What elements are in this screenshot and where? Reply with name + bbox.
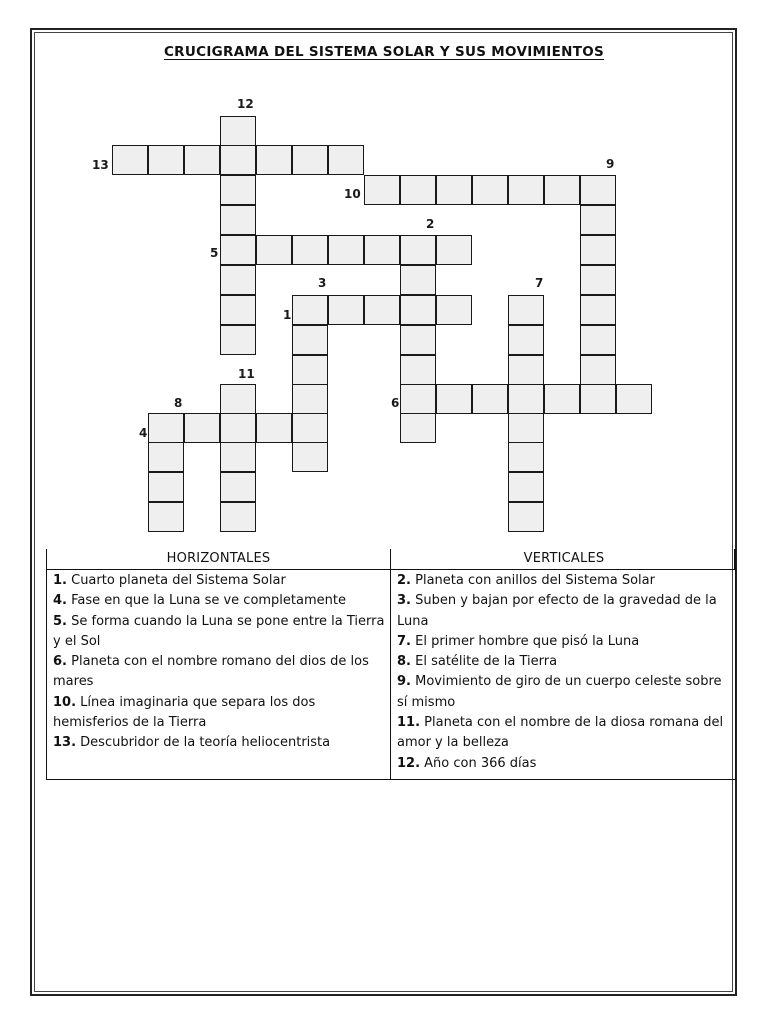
crossword-cell[interactable] xyxy=(184,413,220,443)
clue-number-label: 10 xyxy=(344,187,361,201)
crossword-cell[interactable] xyxy=(508,442,544,472)
crossword-cell[interactable] xyxy=(148,442,184,472)
clue-item-number: 3. xyxy=(397,593,411,609)
crossword-cell[interactable] xyxy=(220,235,256,265)
clue-item xyxy=(53,693,385,734)
clue-number-label: 13 xyxy=(92,158,109,172)
crossword-cell[interactable] xyxy=(292,235,328,265)
crossword-cell[interactable] xyxy=(292,145,328,175)
page-title: CRUCIGRAMA DEL SISTEMA SOLAR Y SUS MOVIMIENTOS xyxy=(163,44,605,60)
crossword-cell[interactable] xyxy=(508,472,544,502)
crossword-cell[interactable] xyxy=(220,413,256,443)
clue-item xyxy=(397,652,733,672)
clue-item-number: 7. xyxy=(397,633,411,649)
crossword-cell[interactable] xyxy=(580,384,616,414)
vertical-header: VERTICALES xyxy=(523,551,605,566)
crossword-cell[interactable] xyxy=(112,145,148,175)
crossword-cell[interactable] xyxy=(544,384,580,414)
clue-item xyxy=(53,652,385,693)
clue-item-text: Cuarto planeta del Sistema Solar xyxy=(66,573,286,588)
clue-item-number: 1. xyxy=(53,573,67,588)
clue-number-label: 12 xyxy=(237,97,254,111)
clue-item-text: Año con 366 días xyxy=(420,755,537,771)
clue-number-label: 9 xyxy=(606,157,615,171)
clue-item-number: 9. xyxy=(397,674,411,690)
crossword-cell[interactable] xyxy=(400,175,436,205)
crossword-cell[interactable] xyxy=(148,145,184,175)
crossword-cell[interactable] xyxy=(580,235,616,265)
crossword-cell[interactable] xyxy=(580,175,616,205)
crossword-cell[interactable] xyxy=(220,325,256,355)
crossword-cell[interactable] xyxy=(220,265,256,295)
crossword-cell[interactable] xyxy=(400,265,436,295)
crossword-cell[interactable] xyxy=(580,325,616,355)
clue-number-label: 1 xyxy=(283,308,292,322)
clue-item-text: Fase en que la Luna se ve completamente xyxy=(66,593,346,609)
crossword-cell[interactable] xyxy=(292,413,328,443)
crossword-cell[interactable] xyxy=(292,384,328,414)
crossword-cell[interactable] xyxy=(436,384,472,414)
crossword-cell[interactable] xyxy=(400,295,436,325)
clue-item-text: El satélite de la Tierra xyxy=(410,654,558,670)
crossword-cell[interactable] xyxy=(580,295,616,325)
header-separator xyxy=(47,569,735,570)
table-edge xyxy=(734,549,736,569)
crossword-cell[interactable] xyxy=(580,205,616,235)
clue-number-label: 4 xyxy=(139,426,148,440)
crossword-cell[interactable] xyxy=(508,502,544,532)
clue-item-text: Planeta con anillos del Sistema Solar xyxy=(410,573,655,588)
clue-item-text: Suben y bajan por efecto de la gravedad de la Luna xyxy=(397,593,717,629)
clue-item-number: 11. xyxy=(397,715,421,731)
crossword-cell[interactable] xyxy=(436,175,472,205)
clue-number-label: 6 xyxy=(391,396,400,410)
clue-item xyxy=(397,713,733,754)
crossword-cell[interactable] xyxy=(436,235,472,265)
vertical-clue-list xyxy=(397,571,733,774)
clue-number-label: 2 xyxy=(426,217,435,231)
crossword-cell[interactable] xyxy=(364,175,400,205)
crossword-cell[interactable] xyxy=(220,472,256,502)
clue-item-number: 8. xyxy=(397,654,411,670)
crossword-cell[interactable] xyxy=(508,413,544,443)
crossword-cell[interactable] xyxy=(364,235,400,265)
crossword-cell[interactable] xyxy=(472,384,508,414)
clue-item xyxy=(397,754,733,774)
clue-item-text: Línea imaginaria que separa los dos hemisferios de la Tierra xyxy=(53,694,316,731)
crossword-cell[interactable] xyxy=(400,413,436,443)
clue-item-number: 12. xyxy=(397,755,421,771)
clue-number-label: 5 xyxy=(210,246,219,260)
crossword-cell[interactable] xyxy=(472,175,508,205)
column-divider xyxy=(390,549,391,779)
crossword-cell[interactable] xyxy=(364,295,400,325)
clue-item xyxy=(397,591,733,632)
crossword-cell[interactable] xyxy=(508,295,544,325)
crossword-cell[interactable] xyxy=(292,325,328,355)
clue-number-label: 11 xyxy=(238,367,255,381)
crossword-cell[interactable] xyxy=(400,384,436,414)
crossword-cell[interactable] xyxy=(184,145,220,175)
crossword-cell[interactable] xyxy=(400,235,436,265)
crossword-cell[interactable] xyxy=(220,205,256,235)
clue-item-number: 13. xyxy=(53,735,77,751)
clue-item xyxy=(53,733,385,753)
clue-item-text: El primer hombre que pisó la Luna xyxy=(410,633,640,649)
crossword-cell[interactable] xyxy=(508,325,544,355)
crossword-cell[interactable] xyxy=(544,175,580,205)
crossword-cell[interactable] xyxy=(292,442,328,472)
clue-item-number: 5. xyxy=(53,613,67,629)
clue-item-text: Descubridor de la teoría heliocentrista xyxy=(76,735,331,751)
clue-item xyxy=(397,672,733,713)
clue-number-label: 3 xyxy=(318,276,327,290)
crossword-cell[interactable] xyxy=(220,384,256,414)
crossword-cell[interactable] xyxy=(148,502,184,532)
crossword-cell[interactable] xyxy=(256,235,292,265)
horizontal-clue-list xyxy=(53,571,385,754)
clue-item-text: Se forma cuando la Luna se pone entre la Tierra y el Sol xyxy=(53,613,385,649)
crossword-cell[interactable] xyxy=(580,355,616,385)
clue-item xyxy=(397,632,733,652)
crossword-cell[interactable] xyxy=(400,355,436,385)
horizontal-header: HORIZONTALES xyxy=(166,551,271,566)
clue-number-label: 7 xyxy=(535,276,544,290)
crossword-cell[interactable] xyxy=(436,295,472,325)
clue-item xyxy=(53,591,385,611)
crossword-cell[interactable] xyxy=(580,265,616,295)
crossword-cell[interactable] xyxy=(328,295,364,325)
crossword-cell[interactable] xyxy=(508,175,544,205)
crossword-cell[interactable] xyxy=(148,413,184,443)
crossword-cell[interactable] xyxy=(220,295,256,325)
clue-item-number: 2. xyxy=(397,573,411,588)
crossword-cell[interactable] xyxy=(220,442,256,472)
crossword-cell[interactable] xyxy=(256,413,292,443)
crossword-cell[interactable] xyxy=(220,116,256,146)
clue-item-number: 10. xyxy=(53,694,77,710)
crossword-cell[interactable] xyxy=(400,325,436,355)
crossword-cell[interactable] xyxy=(328,145,364,175)
crossword-cell[interactable] xyxy=(148,472,184,502)
clue-number-label: 8 xyxy=(174,396,183,410)
clue-item xyxy=(53,571,385,591)
clue-item-text: Planeta con el nombre de la diosa romana del amor y la belleza xyxy=(397,715,724,751)
clue-item-number: 6. xyxy=(53,654,67,670)
clue-item-number: 4. xyxy=(53,593,67,609)
clue-item xyxy=(397,571,733,591)
crossword-cell[interactable] xyxy=(328,235,364,265)
clue-item xyxy=(53,612,385,653)
crossword-cell[interactable] xyxy=(220,145,256,175)
crossword-cell[interactable] xyxy=(616,384,652,414)
crossword-cell[interactable] xyxy=(220,175,256,205)
crossword-cell[interactable] xyxy=(292,355,328,385)
crossword-cell[interactable] xyxy=(508,384,544,414)
clue-item-text: Planeta con el nombre romano del dios de los mares xyxy=(53,654,369,690)
crossword-cell[interactable] xyxy=(292,295,328,325)
crossword-cell[interactable] xyxy=(220,502,256,532)
clues-table xyxy=(46,549,736,780)
clue-item-text: Movimiento de giro de un cuerpo celeste sobre sí mismo xyxy=(397,674,722,710)
crossword-cell[interactable] xyxy=(256,145,292,175)
crossword-cell[interactable] xyxy=(508,355,544,385)
